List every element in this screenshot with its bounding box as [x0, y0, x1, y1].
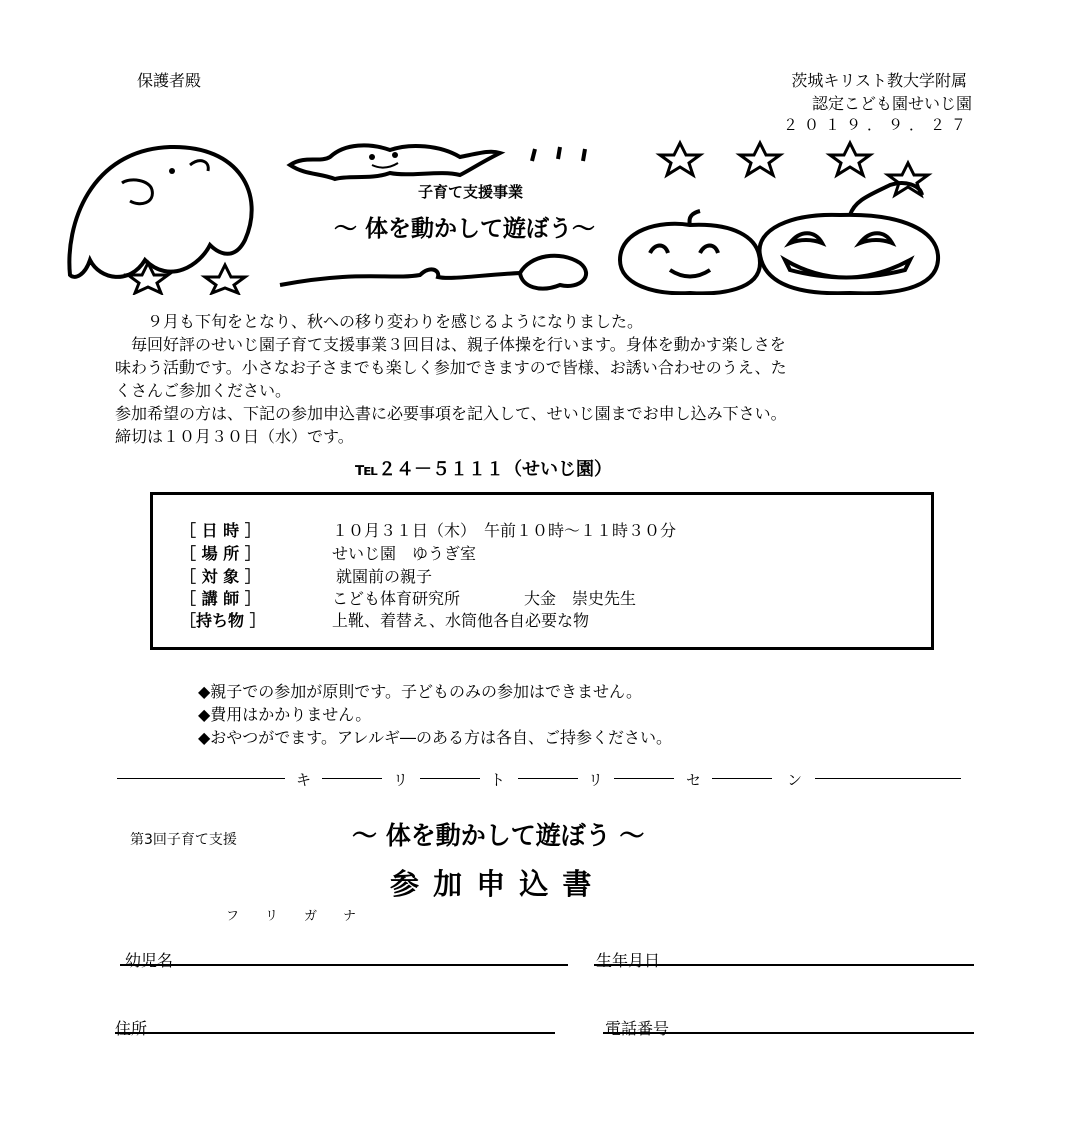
cutline-char: キ	[296, 771, 312, 789]
addressee: 保護者殿	[137, 71, 202, 90]
banner-title: ～ 体を動かして遊ぼう～	[334, 216, 596, 242]
detail-value-target: 就園前の親子	[336, 567, 433, 586]
date: ２０１９．９．２７	[782, 116, 972, 134]
detail-value-belongings: 上靴、着替え、水筒他各自必要な物	[332, 611, 589, 630]
intro-paragraph-2a: 毎回好評のせいじ園子育て支援事業３回目は、親子体操を行います。身体を動かす楽しさを	[131, 335, 786, 354]
child-name-field[interactable]	[120, 964, 568, 966]
bat-icon	[290, 145, 500, 179]
detail-label-datetime: ［ 日 時 ］	[180, 521, 261, 540]
form-heading: 参 加 申 込 書	[390, 867, 594, 901]
tel-label: 電話番号	[605, 1019, 670, 1038]
address-label: 住所	[115, 1019, 148, 1038]
org-line2: 認定こども園せいじ園	[811, 94, 972, 113]
detail-label-belongings: ［持ち物 ］	[180, 611, 266, 630]
pumpkin-icon-large	[760, 183, 939, 293]
birthday-label: 生年月日	[596, 951, 661, 970]
intro-deadline: 締切は１０月３０日（水）です。	[115, 427, 354, 446]
tel-field[interactable]	[603, 1032, 974, 1034]
phone-number: ℡２４－５１１１（せいじ園）	[355, 459, 613, 480]
furigana-label: フ リ ガ ナ	[226, 909, 357, 924]
detail-value-place: せいじ園 ゆうぎ室	[332, 544, 477, 563]
cutline-char: ン	[787, 771, 803, 789]
form-title: ～ 体を動かして遊ぼう ～	[352, 821, 645, 850]
pumpkin-icon-small	[620, 211, 760, 293]
note-1: ◆親子での参加が原則です。子どものみの参加はできません。	[198, 682, 642, 701]
intro-paragraph-3: 参加希望の方は、下記の参加申込書に必要事項を記入して、せいじ園までお申し込み下さい。	[115, 404, 787, 423]
intro-paragraph-2c: くさんご参加ください。	[115, 381, 292, 400]
org-line1: 茨城キリスト教大学附属	[791, 71, 967, 90]
cutline-char: リ	[393, 771, 409, 789]
cutline-char: リ	[588, 771, 604, 789]
cutline-char: ト	[490, 771, 506, 789]
form-prefix: 第3回子育て支援	[130, 832, 237, 848]
detail-value-datetime: １０月３１日（木） 午前１０時～１１時３０分	[332, 521, 677, 540]
detail-label-instructor: ［ 講 師 ］	[180, 589, 261, 608]
detail-label-target: ［ 対 象 ］	[180, 567, 261, 586]
intro-paragraph-1: ９月も下旬をとなり、秋への移り変わりを感じるようになりました。	[147, 312, 644, 331]
address-field[interactable]	[115, 1032, 555, 1034]
detail-value-instructor: こども体育研究所 大金 崇史先生	[332, 589, 637, 608]
ghost-icon	[69, 147, 251, 277]
banner-subtitle: 子育て支援事業	[418, 183, 524, 201]
child-name-label: 幼児名	[125, 951, 174, 970]
note-3: ◆おやつがでます。アレルギ―のある方は各自、ご持参ください。	[198, 728, 672, 747]
cutline-char: セ	[686, 771, 702, 789]
birthday-field[interactable]	[594, 964, 974, 966]
detail-label-place: ［ 場 所 ］	[180, 544, 261, 563]
note-2: ◆費用はかかりません。	[198, 705, 372, 724]
intro-paragraph-2b: 味わう活動です。小さなお子さまでも楽しく参加できますので皆様、お誘い合わせのうえ、た	[115, 358, 787, 377]
